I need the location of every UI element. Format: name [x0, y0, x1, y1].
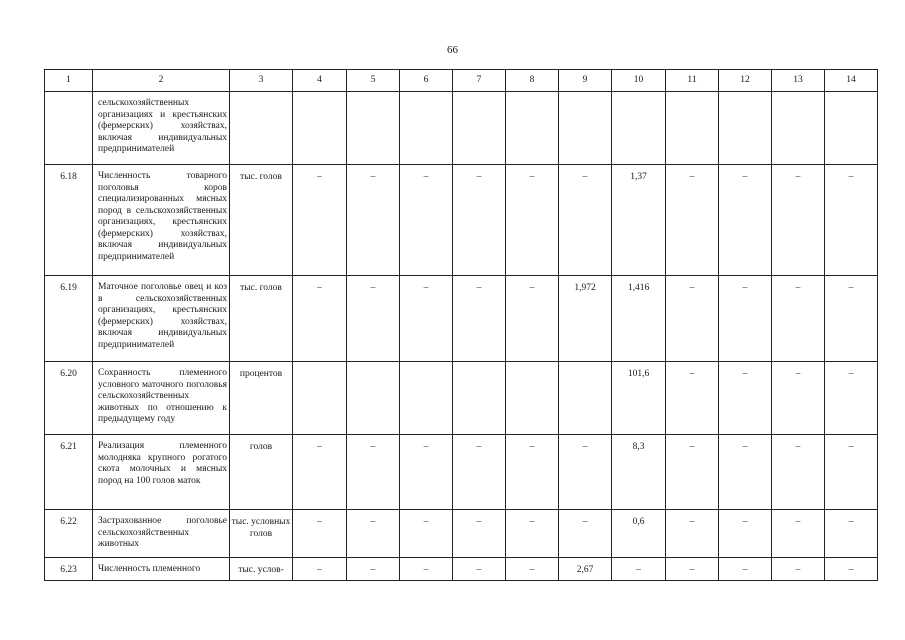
- column-header: 11: [666, 70, 719, 92]
- value-cell: [559, 92, 612, 165]
- value-cell: [400, 92, 453, 165]
- value-cell: [506, 362, 559, 435]
- value-cell: –: [719, 435, 772, 510]
- unit-of-measure: тыс. голов: [230, 276, 293, 362]
- value-cell: –: [453, 165, 506, 276]
- value-cell: –: [666, 435, 719, 510]
- table-row: [45, 92, 878, 165]
- value-cell: [347, 362, 400, 435]
- table-row: [45, 362, 878, 435]
- unit-of-measure: [230, 92, 293, 165]
- value-cell: –: [559, 165, 612, 276]
- table-row: [45, 435, 878, 510]
- value-cell: –: [825, 165, 878, 276]
- value-cell: –: [666, 362, 719, 435]
- unit-of-measure: тыс. голов: [230, 165, 293, 276]
- column-header: 3: [230, 70, 293, 92]
- value-cell: –: [772, 435, 825, 510]
- unit-of-measure: голов: [230, 435, 293, 510]
- value-cell: –: [506, 558, 559, 581]
- row-number: 6.21: [45, 435, 93, 510]
- value-cell: 2,67: [559, 558, 612, 581]
- column-header: 12: [719, 70, 772, 92]
- value-cell: –: [400, 276, 453, 362]
- value-cell: –: [612, 558, 666, 581]
- value-cell: –: [453, 276, 506, 362]
- value-cell: [506, 92, 559, 165]
- value-cell: 8,3: [612, 435, 666, 510]
- indicator-name: Маточное поголовье овец и коз в сельскохозяйственных организациях, крестьянских (фермерских) хозяйствах, включая индивидуальных предпринимателей: [93, 276, 230, 362]
- value-cell: –: [347, 435, 400, 510]
- value-cell: –: [453, 510, 506, 558]
- value-cell: –: [400, 435, 453, 510]
- column-header: 2: [93, 70, 230, 92]
- row-number: 6.22: [45, 510, 93, 558]
- value-cell: –: [506, 510, 559, 558]
- value-cell: –: [506, 276, 559, 362]
- indicator-name: сельскохозяйственных организациях и крестьянских (фермерских) хозяйствах, включая индивидуальных предпринимателей: [93, 92, 230, 165]
- column-header: 6: [400, 70, 453, 92]
- value-cell: –: [825, 558, 878, 581]
- table-header-row: [45, 70, 878, 92]
- column-header: 5: [347, 70, 400, 92]
- value-cell: –: [506, 435, 559, 510]
- value-cell: –: [293, 558, 347, 581]
- value-cell: –: [666, 165, 719, 276]
- value-cell: –: [772, 165, 825, 276]
- value-cell: –: [825, 276, 878, 362]
- value-cell: 101,6: [612, 362, 666, 435]
- value-cell: [666, 92, 719, 165]
- value-cell: –: [719, 362, 772, 435]
- value-cell: –: [825, 510, 878, 558]
- table-row: [45, 558, 878, 581]
- value-cell: [293, 92, 347, 165]
- value-cell: –: [453, 435, 506, 510]
- value-cell: –: [772, 276, 825, 362]
- row-number: [45, 92, 93, 165]
- indicator-name: Реализация племенного молодняка крупного рогатого скота молочных и мясных пород на 100 голов маток: [93, 435, 230, 510]
- value-cell: [453, 362, 506, 435]
- value-cell: –: [293, 276, 347, 362]
- value-cell: 1,416: [612, 276, 666, 362]
- value-cell: [559, 362, 612, 435]
- value-cell: 1,972: [559, 276, 612, 362]
- value-cell: –: [293, 435, 347, 510]
- table-row: [45, 165, 878, 276]
- column-header: 13: [772, 70, 825, 92]
- value-cell: –: [825, 435, 878, 510]
- row-number: 6.19: [45, 276, 93, 362]
- value-cell: –: [719, 276, 772, 362]
- value-cell: –: [666, 558, 719, 581]
- value-cell: [825, 92, 878, 165]
- unit-of-measure: тыс. условных голов: [230, 510, 293, 558]
- value-cell: –: [453, 558, 506, 581]
- row-number: 6.23: [45, 558, 93, 581]
- column-header: 4: [293, 70, 347, 92]
- value-cell: [400, 362, 453, 435]
- value-cell: –: [293, 165, 347, 276]
- value-cell: –: [719, 510, 772, 558]
- value-cell: –: [559, 510, 612, 558]
- value-cell: –: [347, 165, 400, 276]
- value-cell: –: [506, 165, 559, 276]
- column-header: 7: [453, 70, 506, 92]
- unit-of-measure: тыс. услов-: [230, 558, 293, 581]
- column-header: 9: [559, 70, 612, 92]
- indicator-name: Численность племенного: [93, 558, 230, 581]
- value-cell: –: [666, 510, 719, 558]
- value-cell: –: [347, 276, 400, 362]
- value-cell: –: [559, 435, 612, 510]
- value-cell: –: [772, 558, 825, 581]
- value-cell: [612, 92, 666, 165]
- unit-of-measure: процентов: [230, 362, 293, 435]
- value-cell: 1,37: [612, 165, 666, 276]
- value-cell: [719, 92, 772, 165]
- value-cell: –: [347, 510, 400, 558]
- value-cell: –: [400, 165, 453, 276]
- column-header: 14: [825, 70, 878, 92]
- value-cell: [347, 92, 400, 165]
- indicators-table: [44, 69, 878, 581]
- row-number: 6.20: [45, 362, 93, 435]
- indicator-name: Численность товарного поголовья коров специализированных мясных пород в сельскохозяйственных организациях, крестьянских (фермерских) хозяйствах, включая индивидуальных предпринимателей: [93, 165, 230, 276]
- value-cell: [293, 362, 347, 435]
- value-cell: –: [293, 510, 347, 558]
- value-cell: [453, 92, 506, 165]
- table-row: [45, 276, 878, 362]
- indicator-name: Сохранность племенного условного маточного поголовья сельскохозяйственных животных по отношению к предыдущему году: [93, 362, 230, 435]
- table-row: [45, 510, 878, 558]
- indicator-name: Застрахованное поголовье сельскохозяйственных животных: [93, 510, 230, 558]
- value-cell: –: [719, 558, 772, 581]
- value-cell: –: [400, 558, 453, 581]
- value-cell: [772, 92, 825, 165]
- value-cell: –: [772, 510, 825, 558]
- value-cell: 0,6: [612, 510, 666, 558]
- value-cell: –: [666, 276, 719, 362]
- column-header: 1: [45, 70, 93, 92]
- row-number: 6.18: [45, 165, 93, 276]
- value-cell: –: [347, 558, 400, 581]
- column-header: 10: [612, 70, 666, 92]
- value-cell: –: [719, 165, 772, 276]
- page-number: 66: [447, 44, 458, 56]
- value-cell: –: [825, 362, 878, 435]
- column-header: 8: [506, 70, 559, 92]
- value-cell: –: [772, 362, 825, 435]
- value-cell: –: [400, 510, 453, 558]
